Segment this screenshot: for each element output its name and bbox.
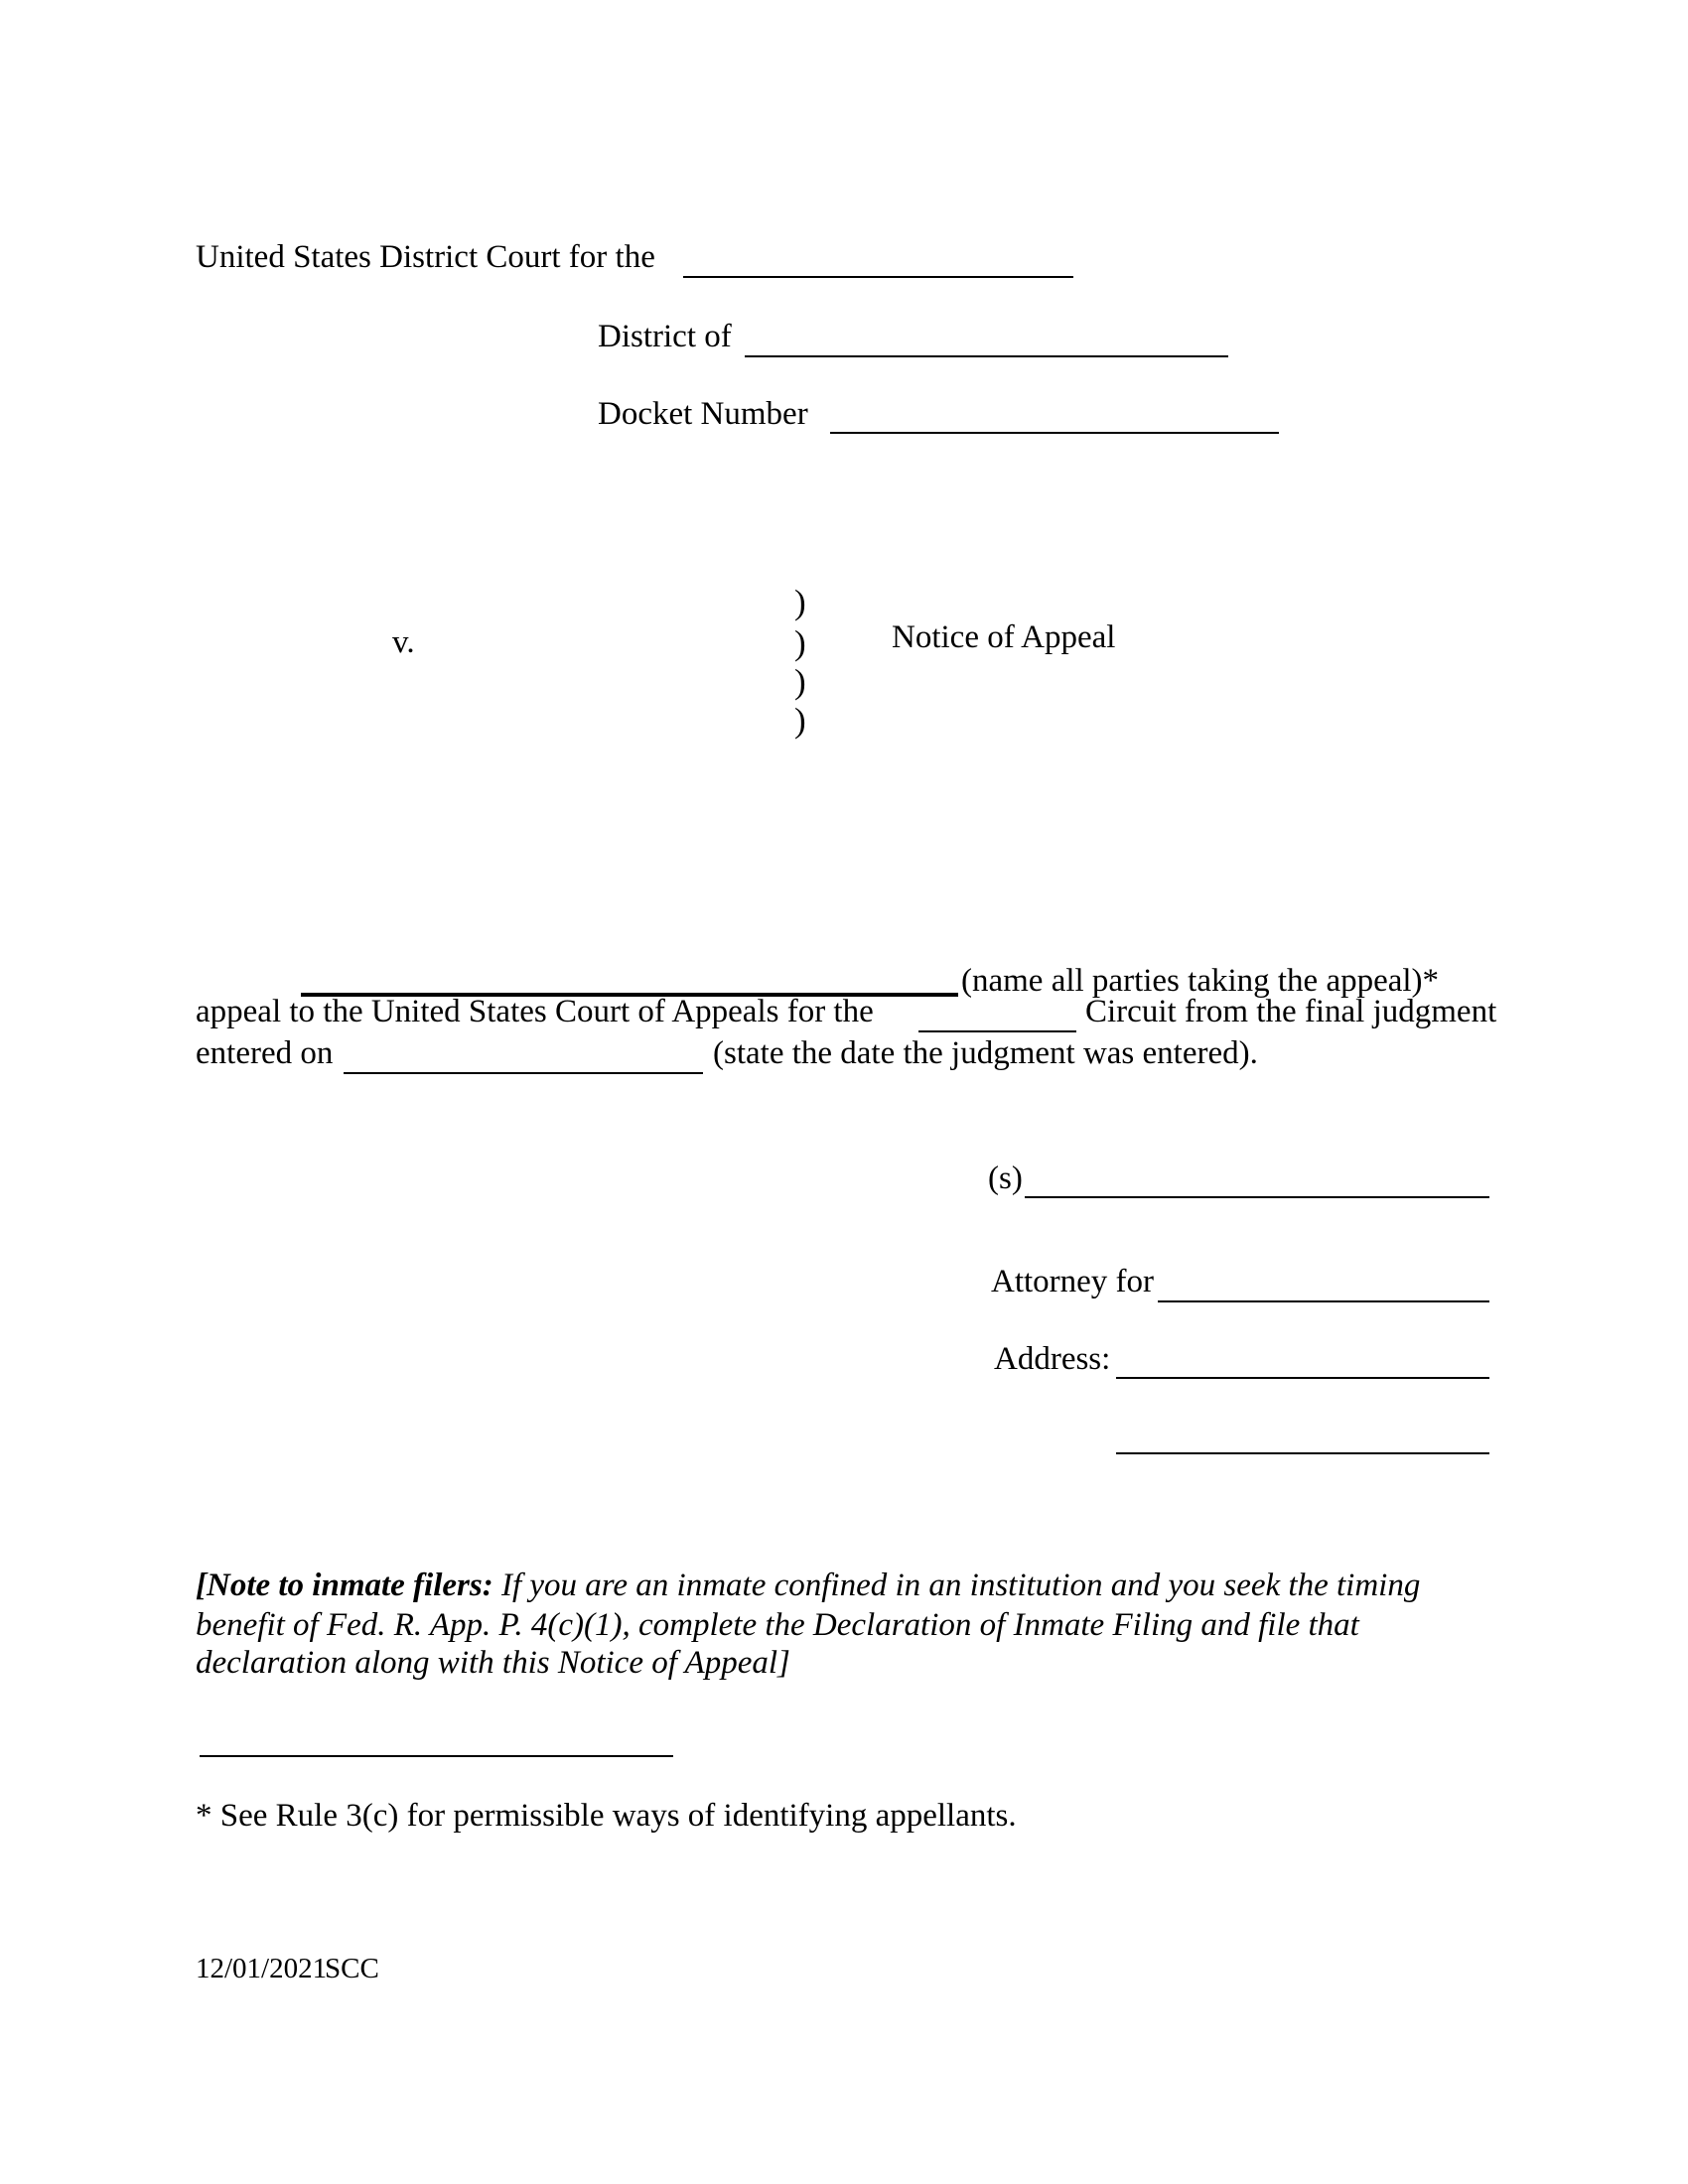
footer-date: 12/01/2021: [196, 1953, 328, 1984]
footnote-text: * See Rule 3(c) for permissible ways of identifying appellants.: [196, 1798, 1017, 1834]
appeal-sentence-part1: appeal to the United States Court of Appeals for the: [196, 994, 874, 1029]
appeal-sentence-part3: entered on: [196, 1035, 334, 1071]
court-intro-label: United States District Court for the: [196, 239, 655, 275]
district-label: District of: [598, 319, 732, 354]
inmate-note-line-1: [196, 1570, 1420, 1602]
notice-of-appeal-title: Notice of Appeal: [892, 619, 1116, 655]
inmate-note-bold-lead: [Note to inmate filers:: [196, 1568, 493, 1603]
caption-paren-3: ): [794, 662, 806, 701]
judgment-date-blank: [344, 1072, 703, 1074]
address-label: Address:: [994, 1341, 1111, 1377]
address-blank-1: [1116, 1377, 1489, 1379]
attorney-for-label: Attorney for: [991, 1264, 1155, 1299]
signature-blank: [1025, 1196, 1489, 1198]
district-blank: [745, 355, 1228, 357]
versus-label: v.: [392, 624, 415, 660]
inmate-note-line-1-rest: If you are an inmate confined in an institution and you seek the timing: [492, 1568, 1421, 1603]
footer-initials: SCC: [325, 1953, 379, 1984]
docket-number-label: Docket Number: [598, 396, 808, 432]
circuit-blank: [918, 1030, 1076, 1032]
caption-paren-1: ): [794, 583, 806, 621]
inmate-note-line-3: declaration along with this Notice of Appeal]: [196, 1645, 790, 1681]
address-blank-2: [1116, 1452, 1489, 1454]
inmate-note-line-2: benefit of Fed. R. App. P. 4(c)(1), complete the Declaration of Inmate Filing and file that: [196, 1607, 1359, 1643]
caption-paren-4: ): [794, 701, 806, 740]
party-caption-label: (name all parties taking the appeal)*: [961, 963, 1440, 999]
appeal-sentence-part4: (state the date the judgment was entered).: [713, 1035, 1258, 1071]
caption-paren-2: ): [794, 623, 806, 662]
footnote-separator-line: [200, 1755, 673, 1757]
docket-number-blank: [830, 432, 1279, 434]
attorney-for-blank: [1158, 1300, 1489, 1302]
signature-prefix-label: (s): [988, 1160, 1023, 1196]
appeal-sentence-part2: Circuit from the final judgment: [1085, 994, 1497, 1029]
court-name-blank: [683, 276, 1073, 278]
